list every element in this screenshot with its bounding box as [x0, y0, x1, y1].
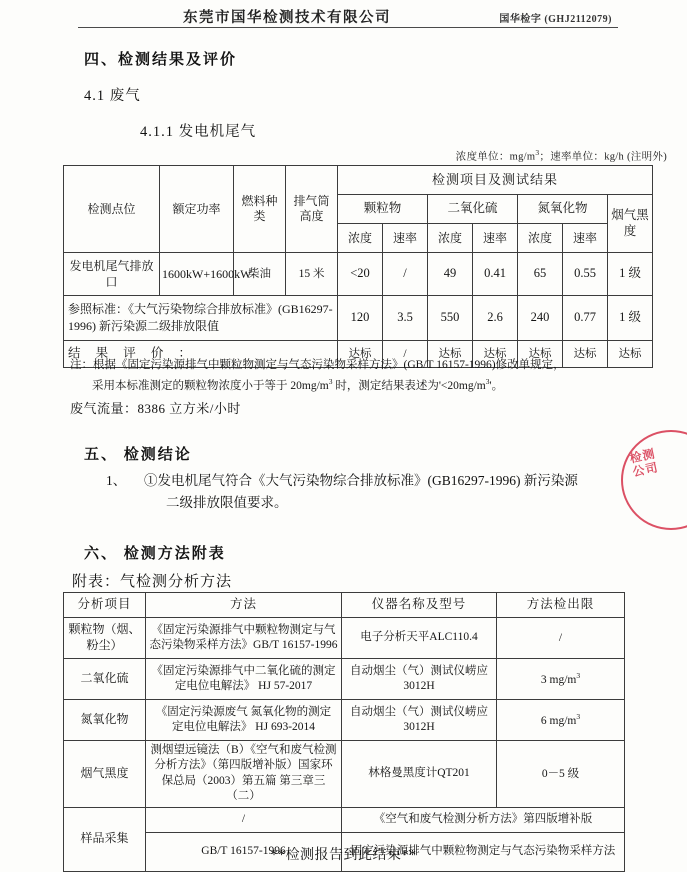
- methods-cell-instrument: 电子分析天平ALC110.4: [342, 618, 497, 659]
- cell-reference-standard: 参照标准：《大气污染物综合排放标准》(GB16297-1996) 新污染源二级排放限值: [64, 296, 338, 341]
- cell-fuel: 柴油: [234, 253, 286, 296]
- cell-power: 1600kW+1600kW: [160, 253, 234, 296]
- cell-eval-so2-conc: 达标: [428, 341, 473, 368]
- lod-value: 3 mg/m: [540, 673, 577, 686]
- footnote-line-1: 注：根据《固定污染源排气中颗粒物测定与气态污染物采样方法》(GB/T 16157-1996)修改单规定，: [70, 359, 565, 371]
- conclusion-line-2: 二级排放限值要求。: [166, 494, 288, 510]
- methods-row: [64, 741, 625, 808]
- cell-std-nox-conc: 240: [518, 296, 563, 341]
- methods-cell-sampling-method: GB/T 16157-1996: [146, 832, 342, 871]
- table-footnote: [70, 356, 630, 396]
- methods-cell-item: 二氧化硫: [64, 659, 146, 700]
- methods-cell-method: 《固定污染源排气中颗粒物测定与气态污染物采样方法》GB/T 16157-1996: [146, 618, 342, 659]
- methods-cell-sampling-detail: 《空气和废气检测分析方法》第四版增补版: [342, 807, 625, 832]
- units-note-prefix: 浓度单位：mg/m: [455, 151, 536, 163]
- cell-std-particulate-rate: 3.5: [383, 296, 428, 341]
- methods-cell-item: 烟气黑度: [64, 741, 146, 808]
- waste-gas-flow: 废气流量：8386 立方米/小时: [70, 401, 241, 416]
- header-nox: 氮氧化物: [518, 195, 608, 224]
- methods-cell-method: 《固定污染源废气 氮氧化物的测定 定电位电解法》 HJ 693-2014: [146, 700, 342, 741]
- annex-title: 附表：气检测分析方法: [72, 574, 233, 590]
- table-header-row: [64, 166, 653, 195]
- cell-std-nox-rate: 0.77: [563, 296, 608, 341]
- cell-so2-conc: 49: [428, 253, 473, 296]
- cell-eval-nox-rate: 达标: [563, 341, 608, 368]
- cell-eval-particulate-conc: 达标: [338, 341, 383, 368]
- lod-sup: 3: [576, 712, 581, 722]
- methods-cell-sampling-item: 样品采集: [64, 807, 146, 871]
- methods-cell-sampling-detail: 固定污染源排气中颗粒物测定与气态污染物采样方法: [342, 832, 625, 871]
- subsection-heading-waste-gas: 4.1 废气: [84, 88, 141, 104]
- cell-std-smoke-blackness: 1 级: [608, 296, 653, 341]
- cell-eval-smoke-blackness: 达标: [608, 341, 653, 368]
- emission-results-table: [63, 165, 653, 368]
- cell-smoke-blackness: 1 级: [608, 253, 653, 296]
- units-note-superscript: 3: [535, 148, 540, 157]
- header-nox-rate: 速率: [563, 224, 608, 253]
- conclusion-line-1: ①发电机尾气符合《大气污染物综合排放标准》(GB16297-1996) 新污染源: [144, 473, 578, 488]
- section-heading-conclusion: 五、 检测结论: [84, 447, 192, 463]
- table-row-measured: [64, 253, 653, 296]
- cell-eval-nox-conc: 达标: [518, 341, 563, 368]
- header-so2: 二氧化硫: [428, 195, 518, 224]
- methods-cell-sampling-method: /: [146, 807, 342, 832]
- cell-evaluation-label: 结 果 评 价 ：: [64, 341, 338, 368]
- header-so2-rate: 速率: [473, 224, 518, 253]
- cell-nox-conc: 65: [518, 253, 563, 296]
- footnote-line-2-c: '。: [489, 379, 504, 392]
- methods-cell-instrument: 自动烟尘（气）测试仪崂应 3012H: [342, 700, 497, 741]
- methods-cell-lod: [497, 659, 625, 700]
- units-note-suffix: ；速率单位：kg/h (注明外): [539, 151, 667, 163]
- units-note: [456, 148, 667, 164]
- table-row-standard: [64, 296, 653, 341]
- section-heading-results: 四、检测结果及评价: [84, 52, 238, 68]
- conclusion-body: [106, 470, 606, 514]
- methods-header-instrument: 仪器名称及型号: [342, 593, 497, 618]
- methods-row: [64, 700, 625, 741]
- header-fuel: 燃料种类: [234, 166, 286, 253]
- cell-particulate-conc: <20: [338, 253, 383, 296]
- methods-cell-method: 测烟望远镜法（B）《空气和废气检测分析方法》（第四版增补版）国家环保总局（2003）第五篇 第三章三（二）: [146, 741, 342, 808]
- cell-stack-height: 15 米: [286, 253, 338, 296]
- analysis-methods-table: [63, 592, 625, 872]
- methods-row-sampling: [64, 807, 625, 832]
- methods-cell-lod: 0－5 级: [497, 741, 625, 808]
- section-heading-methods: 六、 检测方法附表: [84, 546, 226, 562]
- cell-std-particulate-conc: 120: [338, 296, 383, 341]
- company-name: 东莞市国华检测技术有限公司: [183, 10, 391, 26]
- methods-cell-item: 颗粒物（烟、粉尘）: [64, 618, 146, 659]
- cell-std-so2-conc: 550: [428, 296, 473, 341]
- report-number: 国华检字 (GHJ2112079): [499, 14, 612, 25]
- header-power: 额定功率: [160, 166, 234, 253]
- header-particulate-rate: 速率: [383, 224, 428, 253]
- report-end-note: **检测报告到此结束**: [270, 848, 417, 863]
- subsection-heading-generator: 4.1.1 发电机尾气: [140, 124, 257, 140]
- lod-value: 6 mg/m: [540, 714, 577, 727]
- footnote-sup-1: 3: [328, 376, 333, 386]
- footnote-line-2-a: 采用本标准测定的颗粒物浓度小于等于 20mg/m: [92, 379, 329, 392]
- methods-cell-instrument: 林格曼黑度计QT201: [342, 741, 497, 808]
- methods-cell-method: 《固定污染源排气中二氧化硫的测定 定电位电解法》 HJ 57-2017: [146, 659, 342, 700]
- header-smoke-blackness: 烟气黑度: [608, 195, 653, 253]
- methods-cell-lod: [497, 700, 625, 741]
- cell-std-so2-rate: 2.6: [473, 296, 518, 341]
- methods-header-lod: 方法检出限: [497, 593, 625, 618]
- cell-nox-rate: 0.55: [563, 253, 608, 296]
- header-nox-conc: 浓度: [518, 224, 563, 253]
- methods-row: [64, 659, 625, 700]
- cell-eval-particulate-rate: /: [383, 341, 428, 368]
- company-seal-stamp: [621, 430, 687, 530]
- methods-cell-lod: /: [497, 618, 625, 659]
- header-particulate-conc: 浓度: [338, 224, 383, 253]
- header-particulate: 颗粒物: [338, 195, 428, 224]
- cell-point: 发电机尾气排放口: [64, 253, 160, 296]
- header-divider: [78, 27, 618, 28]
- cell-eval-so2-rate: 达标: [473, 341, 518, 368]
- methods-header-row: [64, 593, 625, 618]
- header-so2-conc: 浓度: [428, 224, 473, 253]
- cell-particulate-rate: /: [383, 253, 428, 296]
- seal-text: 检测公司: [628, 446, 660, 480]
- footnote-line-2-b: 时，测定结果表述为'<20mg/m: [332, 379, 486, 392]
- methods-cell-instrument: 自动烟尘（气）测试仪崂应 3012H: [342, 659, 497, 700]
- footnote-line-2: [70, 376, 630, 397]
- methods-header-item: 分析项目: [64, 593, 146, 618]
- header-items-group: 检测项目及测试结果: [338, 166, 653, 195]
- header-stack-height: 排气筒高度: [286, 166, 338, 253]
- methods-header-method: 方法: [146, 593, 342, 618]
- lod-sup: 3: [576, 671, 581, 681]
- cell-so2-rate: 0.41: [473, 253, 518, 296]
- conclusion-index: 1、: [106, 473, 127, 488]
- methods-cell-item: 氮氧化物: [64, 700, 146, 741]
- header-point: 检测点位: [64, 166, 160, 253]
- methods-row: [64, 618, 625, 659]
- conclusion-item: [106, 470, 606, 514]
- footnote-sup-2: 3: [485, 376, 490, 386]
